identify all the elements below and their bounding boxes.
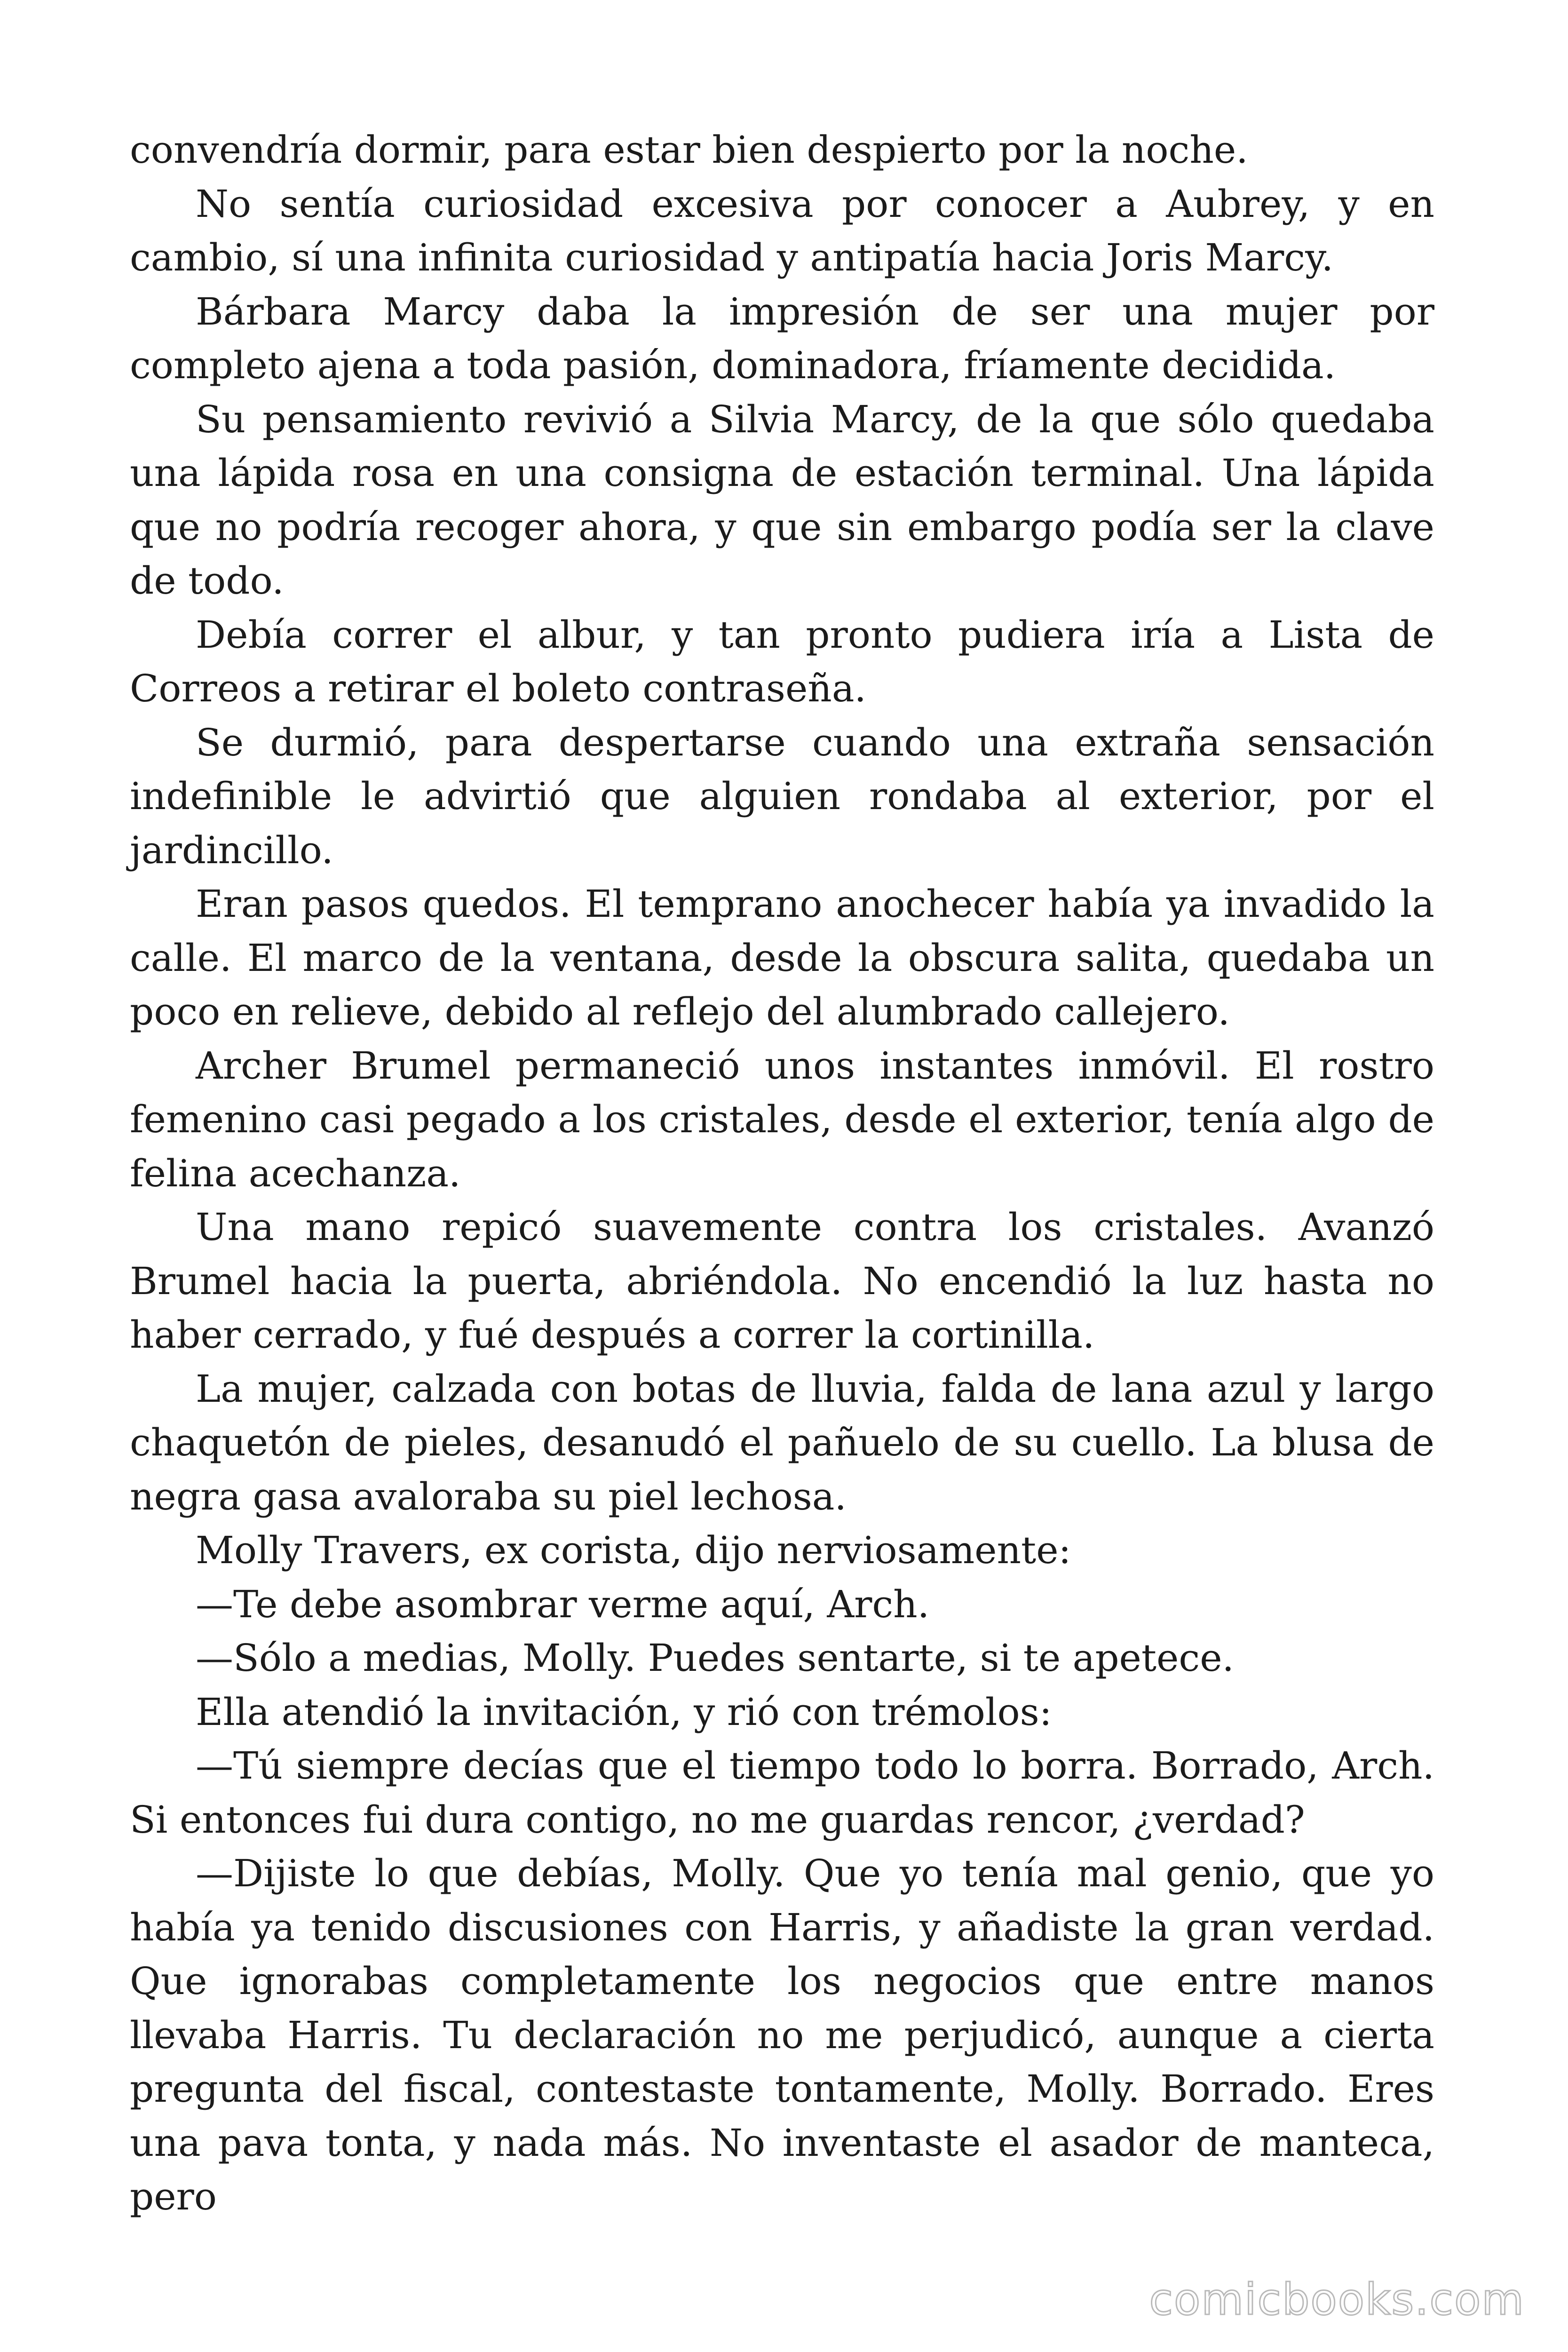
paragraph: Molly Travers, ex corista, dijo nerviosamente: bbox=[196, 1528, 1071, 1572]
watermark-logo: comicbooks.com bbox=[1149, 2274, 1525, 2325]
paragraph: No sentía curiosidad excesiva por conocer a Aubrey, y en cambio, sí una infinita curiosidad y antipatía hacia Joris Marcy. bbox=[130, 182, 1434, 279]
paragraph: convendría dormir, para estar bien despierto por la noche. bbox=[130, 128, 1248, 172]
paragraph: La mujer, calzada con botas de lluvia, falda de lana azul y largo chaquetón de pieles, desanudó el pañuelo de su cuello. La blusa de negra gasa avaloraba su piel lechosa. bbox=[130, 1367, 1434, 1518]
paragraph: Debía correr el albur, y tan pronto pudiera iría a Lista de Correos a retirar el boleto contraseña. bbox=[130, 612, 1434, 710]
dialogue-line: —Te debe asombrar verme aquí, Arch. bbox=[196, 1582, 930, 1626]
paragraph: Bárbara Marcy daba la impresión de ser una mujer por completo ajena a toda pasión, dominadora, fríamente decidida. bbox=[130, 289, 1434, 387]
paragraph: Eran pasos quedos. El temprano anochecer había ya invadido la calle. El marco de la ventana, desde la obscura salita, quedaba un poco en relieve, debido al reflejo del alumbrado callejero. bbox=[130, 882, 1434, 1033]
paragraph: Archer Brumel permaneció unos instantes inmóvil. El rostro femenino casi pegado a los cristales, desde el exterior, tenía algo de felina acechanza. bbox=[130, 1043, 1434, 1195]
paragraph: Su pensamiento revivió a Silvia Marcy, de la que sólo quedaba una lápida rosa en una consigna de estación terminal. Una lápida que no podría recoger ahora, y que sin embargo podía ser la clave de todo. bbox=[130, 397, 1434, 603]
paragraph: Ella atendió la invitación, y rió con trémolos: bbox=[196, 1690, 1052, 1734]
dialogue-line: —Dijiste lo que debías, Molly. Que yo tenía mal genio, que yo había ya tenido discusiones con Harris, y añadiste la gran verdad. Que ignorabas completamente los negocios que entre manos llevaba Harris. Tu declaración no me perjudicó, aunque a cierta pregunta del fiscal, contestaste tontamente, Molly. Borrado. Eres una pava tonta, y nada más. No inventaste el asador de manteca, pero bbox=[130, 1851, 1434, 2218]
dialogue-line: —Tú siempre decías que el tiempo todo lo borra. Borrado, Arch. Si entonces fui dura contigo, no me guardas rencor, ¿verdad? bbox=[130, 1744, 1434, 1842]
paragraph: Se durmió, para despertarse cuando una extraña sensación indefinible le advirtió que alguien rondaba al exterior, por el jardincillo. bbox=[130, 720, 1434, 872]
paragraph: Una mano repicó suavemente contra los cristales. Avanzó Brumel hacia la puerta, abriéndola. No encendió la luz hasta no haber cerrado, y fué después a correr la cortinilla. bbox=[130, 1205, 1434, 1357]
dialogue-line: —Sólo a medias, Molly. Puedes sentarte, si te apetece. bbox=[196, 1636, 1234, 1680]
page-text bbox=[130, 123, 1434, 2224]
